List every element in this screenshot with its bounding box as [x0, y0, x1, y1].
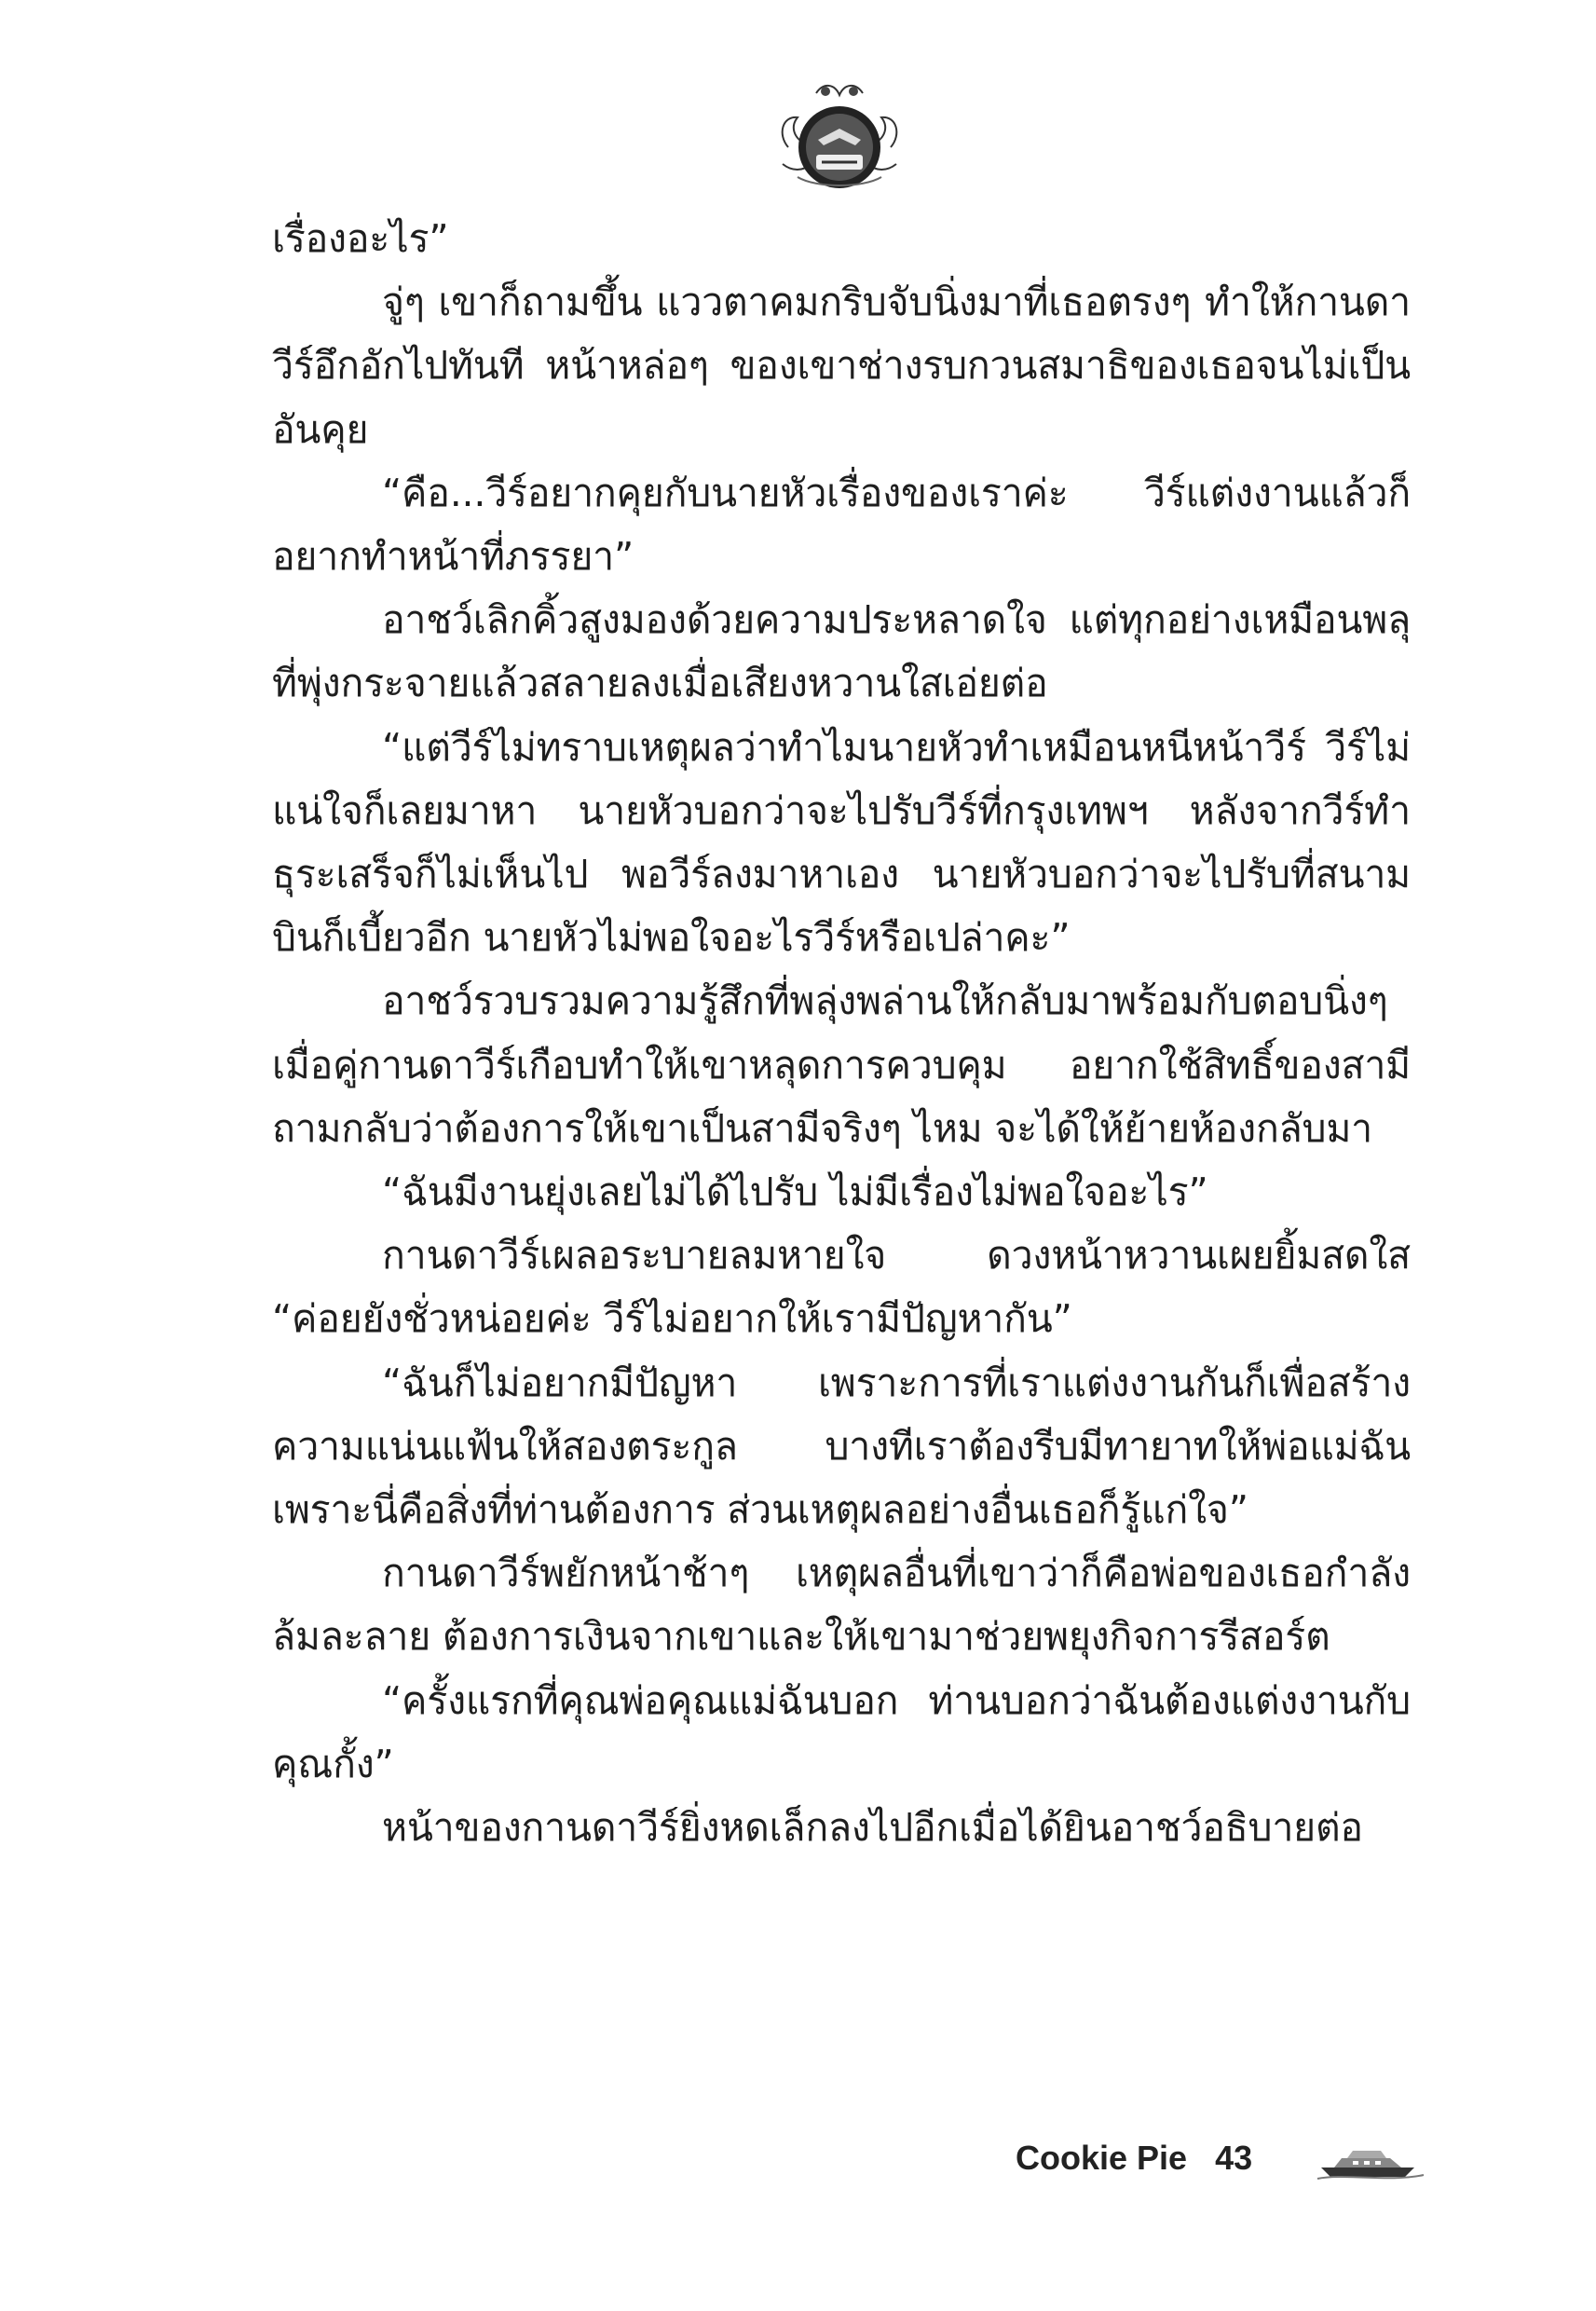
paragraph: กานดาวีร์เผลอระบายลมหายใจ ดวงหน้าหวานเผยยิ้มสดใส “ค่อยยังชั่วหน่อยค่ะ วีร์ไม่อยากให้เรามีปัญหากัน” — [272, 1233, 1411, 1342]
paragraph: จู่ๆ เขาก็ถามขึ้น แววตาคมกริบจับนิ่งมาที่เธอตรงๆ ทำให้กานดาวีร์อึกอักไปทันที หน้าหล่อๆ ของเขาช่างรบกวนสมาธิของเธอจนไม่เป็นอันคุย — [272, 280, 1411, 452]
paragraph: “ครั้งแรกที่คุณพ่อคุณแม่ฉันบอก ท่านบอกว่าฉันต้องแต่งงานกับคุณกั้ง” — [272, 1677, 1411, 1786]
ornamental-crest-icon — [770, 75, 909, 196]
page-number: 43 — [1215, 2139, 1253, 2177]
paragraph: “ฉันมีงานยุ่งเลยไม่ได้ไปรับ ไม่มีเรื่องไม่พอใจอะไร” — [382, 1169, 1208, 1215]
page-body — [272, 207, 1411, 1859]
paragraph: “แต่วีร์ไม่ทราบเหตุผลว่าทำไมนายหัวทำเหมือนหนีหน้าวีร์ วีร์ไม่แน่ใจก็เลยมาหา นายหัวบอกว่าจะไปรับวีร์ที่กรุงเทพฯ หลังจากวีร์ทำธุระเสร็จก็ไม่เห็นไป พอวีร์ลงมาหาเอง นายหัวบอกว่าจะไปรับที่สนามบินก็เบี้ยวอีก นายหัวไม่พอใจอะไรวีร์หรือเปล่าคะ” — [272, 724, 1411, 961]
page-footer — [1016, 2130, 1252, 2186]
book-title: Cookie Pie — [1016, 2139, 1188, 2177]
paragraph: หน้าของกานดาวีร์ยิ่งหดเล็กลงไปอีกเมื่อได้ยินอาชว์อธิบายต่อ — [382, 1805, 1363, 1851]
paragraph: “คือ...วีร์อยากคุยกับนายหัวเรื่องของเราค่ะ วีร์แต่งงานแล้วก็อยากทำหน้าที่ภรรยา” — [272, 470, 1411, 580]
paragraph: อาชว์เลิกคิ้วสูงมองด้วยความประหลาดใจ แต่ทุกอย่างเหมือนพลุที่พุ่งกระจายแล้วสลายลงเมื่อเสียงหวานใสเอ่ยต่อ — [272, 597, 1411, 706]
paragraph: “ฉันก็ไม่อยากมีปัญหา เพราะการที่เราแต่งงานกันก็เพื่อสร้างความแน่นแฟ้นให้สองตระกูล บางทีเราต้องรีบมีทายาทให้พ่อแม่ฉัน เพราะนี่คือสิ่งที่ท่านต้องการ ส่วนเหตุผลอย่างอื่นเธอก็รู้แก่ใจ” — [272, 1360, 1411, 1533]
paragraph: กานดาวีร์พยักหน้าช้าๆ เหตุผลอื่นที่เขาว่าก็คือพ่อของเธอกำลังล้มละลาย ต้องการเงินจากเขาและให้เขามาช่วยพยุงกิจการรีสอร์ต — [272, 1551, 1411, 1660]
yacht-icon — [1316, 2140, 1425, 2181]
paragraph: เรื่องอะไร” — [272, 216, 449, 261]
paragraph: อาชว์รวบรวมความรู้สึกที่พลุ่งพล่านให้กลับมาพร้อมกับตอบนิ่งๆ เมื่อคู่กานดาวีร์เกือบทำให้เขาหลุดการควบคุม อยากใช้สิทธิ์ของสามีถามกลับว่าต้องการให้เขาเป็นสามีจริงๆ ไหม จะได้ให้ย้ายห้องกลับมา — [272, 978, 1411, 1151]
